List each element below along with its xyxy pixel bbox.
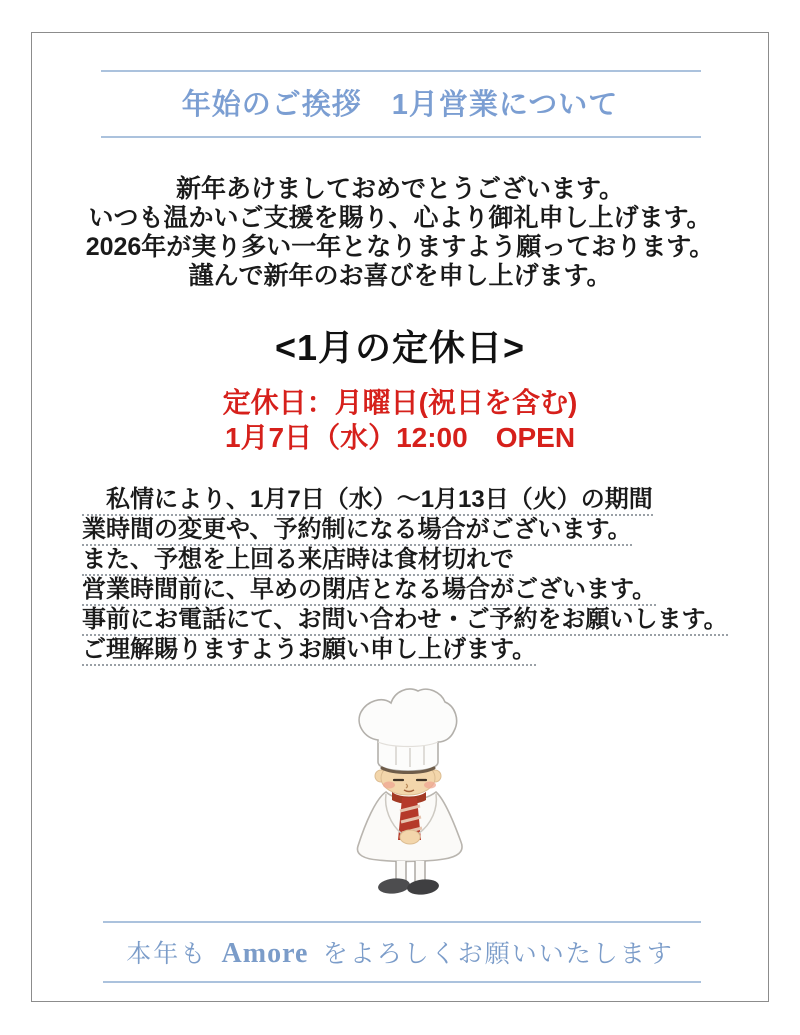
footer-prefix: 本年も [126, 941, 208, 968]
divider-line-top [101, 70, 701, 72]
greeting-line: 新年あけましておめでとうございます。 [175, 175, 624, 203]
brand-name: Amore [221, 938, 309, 969]
new-year-greeting [32, 175, 768, 291]
notice-line: 私情により、1月7日（水）～1月13日（火）の期間 [82, 485, 752, 515]
bowing-chef-icon [340, 681, 480, 907]
notice-line: 事前にお電話にて、お問い合わせ・ご予約をお願いします。 [82, 605, 752, 635]
divider-line-under-title [101, 136, 701, 138]
greeting-line: 謹んで新年のお喜びを申し上げます。 [188, 262, 612, 290]
notice-line: また、予想を上回る来店時は食材切れで [82, 545, 752, 575]
holiday-alert-text [32, 385, 768, 455]
footer-suffix: をよろしくお願いいたします [322, 941, 674, 968]
holiday-alert-line: 1月7日（水）12:00 OPEN [224, 422, 576, 453]
divider-line-footer-top [103, 921, 701, 923]
business-notice [82, 485, 752, 665]
notice-line: 営業時間前に、早めの閉店となる場合がございます。 [82, 575, 752, 605]
page-title: 年始のご挨拶 1月営業について [181, 89, 619, 121]
footer-message [32, 934, 768, 970]
greeting-line: いつも温かいご支援を賜り、心より御礼申し上げます。 [88, 204, 712, 232]
bowing-chef-illustration [340, 681, 480, 912]
holiday-alert-line: 定休日：月曜日(祝日を含む) [222, 387, 578, 418]
divider-line-footer-bottom [103, 981, 701, 983]
notice-line: 業時間の変更や、予約制になる場合がございます。 [82, 515, 752, 545]
notice-line: ご理解賜りますようお願い申し上げます。 [82, 635, 752, 665]
notice-page [31, 32, 769, 1002]
greeting-line: 2026年が実り多い一年となりますよう願っております。 [85, 233, 715, 261]
holiday-section-heading: <1月の定休日> [274, 327, 526, 368]
